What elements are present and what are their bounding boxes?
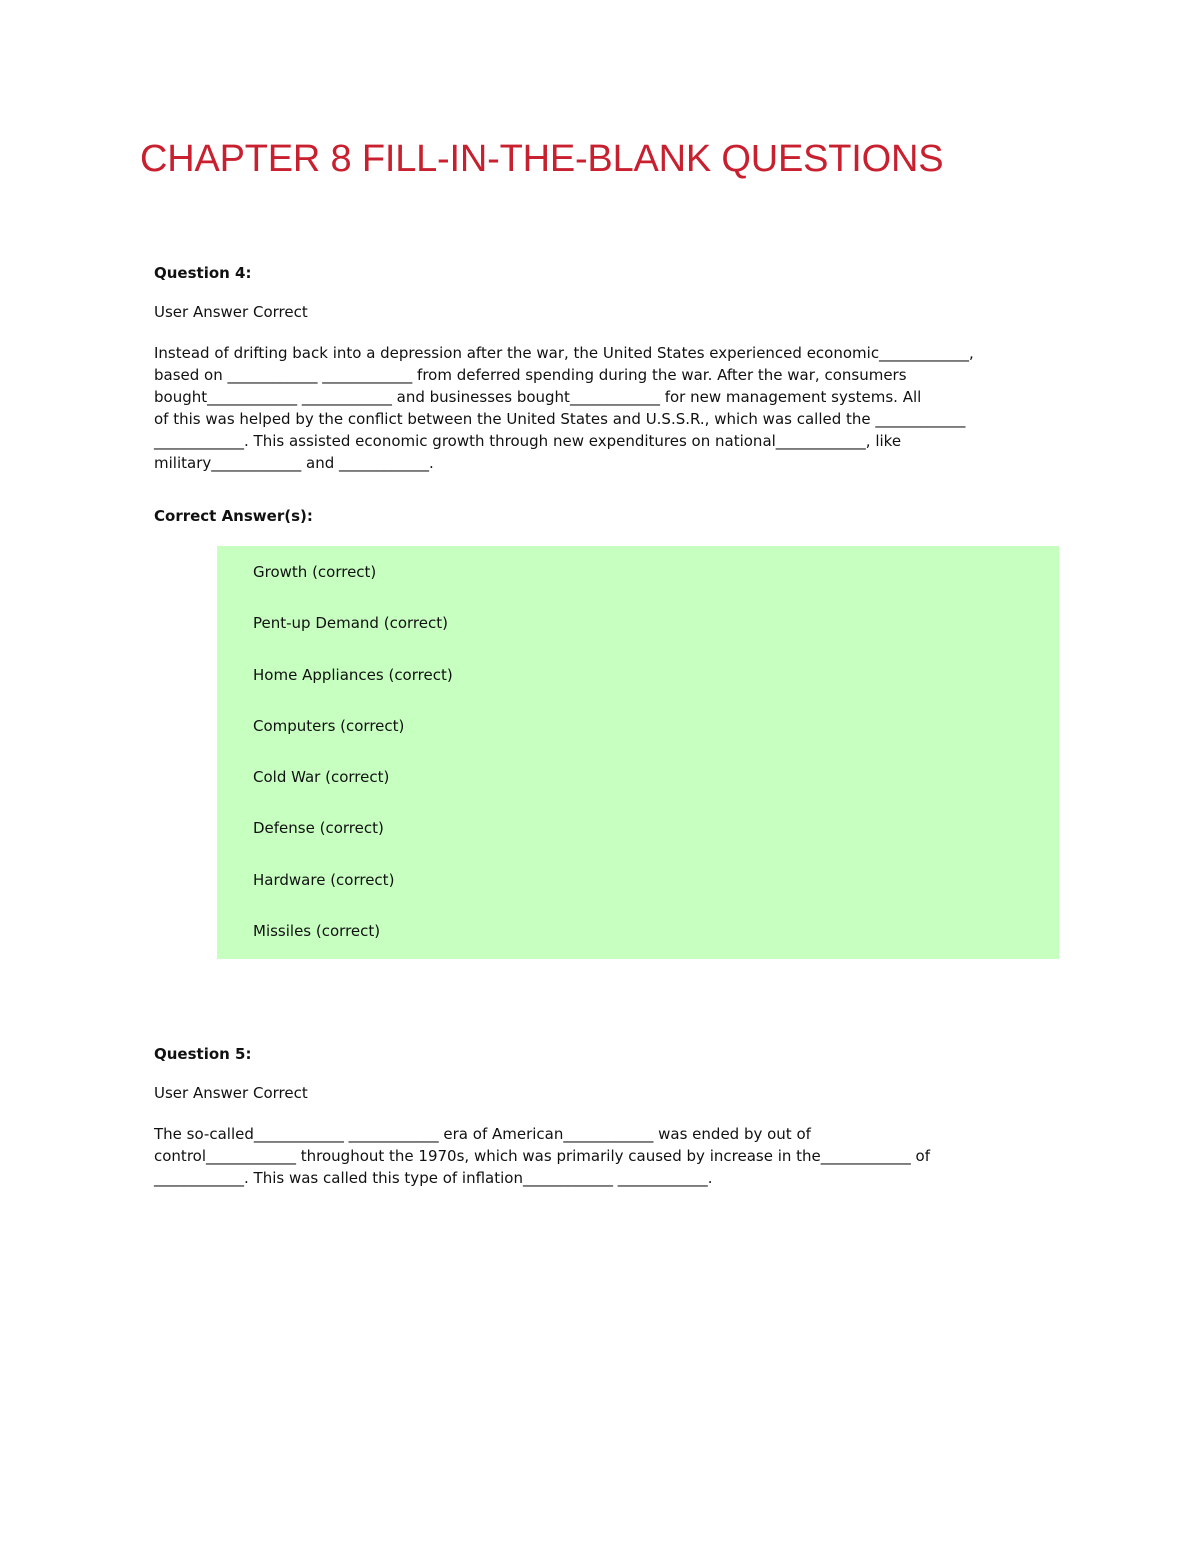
answer-item: Pent-up Demand (correct)	[253, 614, 448, 633]
correct-answers-heading: Correct Answer(s):	[154, 507, 313, 525]
question-text-line: bought____________ ____________ and businesses bought____________ for new management systems. All	[154, 388, 922, 406]
question-text-line: of this was helped by the conflict between the United States and U.S.S.R., which was called the ____________	[154, 410, 966, 428]
answer-item: Cold War (correct)	[253, 768, 390, 787]
answer-item: Defense (correct)	[253, 819, 384, 838]
question-heading: Question 4:	[154, 264, 252, 282]
question-text-line: based on ____________ ____________ from deferred spending during the war. After the war, consumers	[154, 366, 907, 384]
question-text-line: The so-called____________ ____________ era of American____________ was ended by out of	[154, 1125, 811, 1143]
correct-answers-box	[217, 546, 1059, 959]
user-answer-status: User Answer Correct	[154, 1084, 308, 1102]
question-text	[154, 342, 1054, 474]
answer-item: Computers (correct)	[253, 716, 405, 735]
question-text-line: Instead of drifting back into a depression after the war, the United States experienced economic____________,	[154, 344, 974, 362]
answer-item: Home Appliances (correct)	[253, 665, 453, 684]
answer-item: Missiles (correct)	[253, 922, 381, 941]
user-answer-status: User Answer Correct	[154, 303, 308, 321]
question-text-line: control____________ throughout the 1970s, which was primarily caused by increase in the____________ of	[154, 1147, 930, 1165]
question-text	[154, 1123, 1054, 1189]
answer-item: Growth (correct)	[253, 563, 377, 581]
question-text-line: ____________. This assisted economic growth through new expenditures on national____________, like	[154, 432, 902, 450]
question-text-line: ____________. This was called this type of inflation____________ ____________.	[154, 1169, 713, 1187]
page-title: CHAPTER 8 FILL-IN-THE-BLANK QUESTIONS	[140, 138, 944, 180]
answer-item: Hardware (correct)	[253, 870, 395, 889]
question-text-line: military____________ and ____________.	[154, 454, 434, 472]
question-heading: Question 5:	[154, 1045, 252, 1063]
